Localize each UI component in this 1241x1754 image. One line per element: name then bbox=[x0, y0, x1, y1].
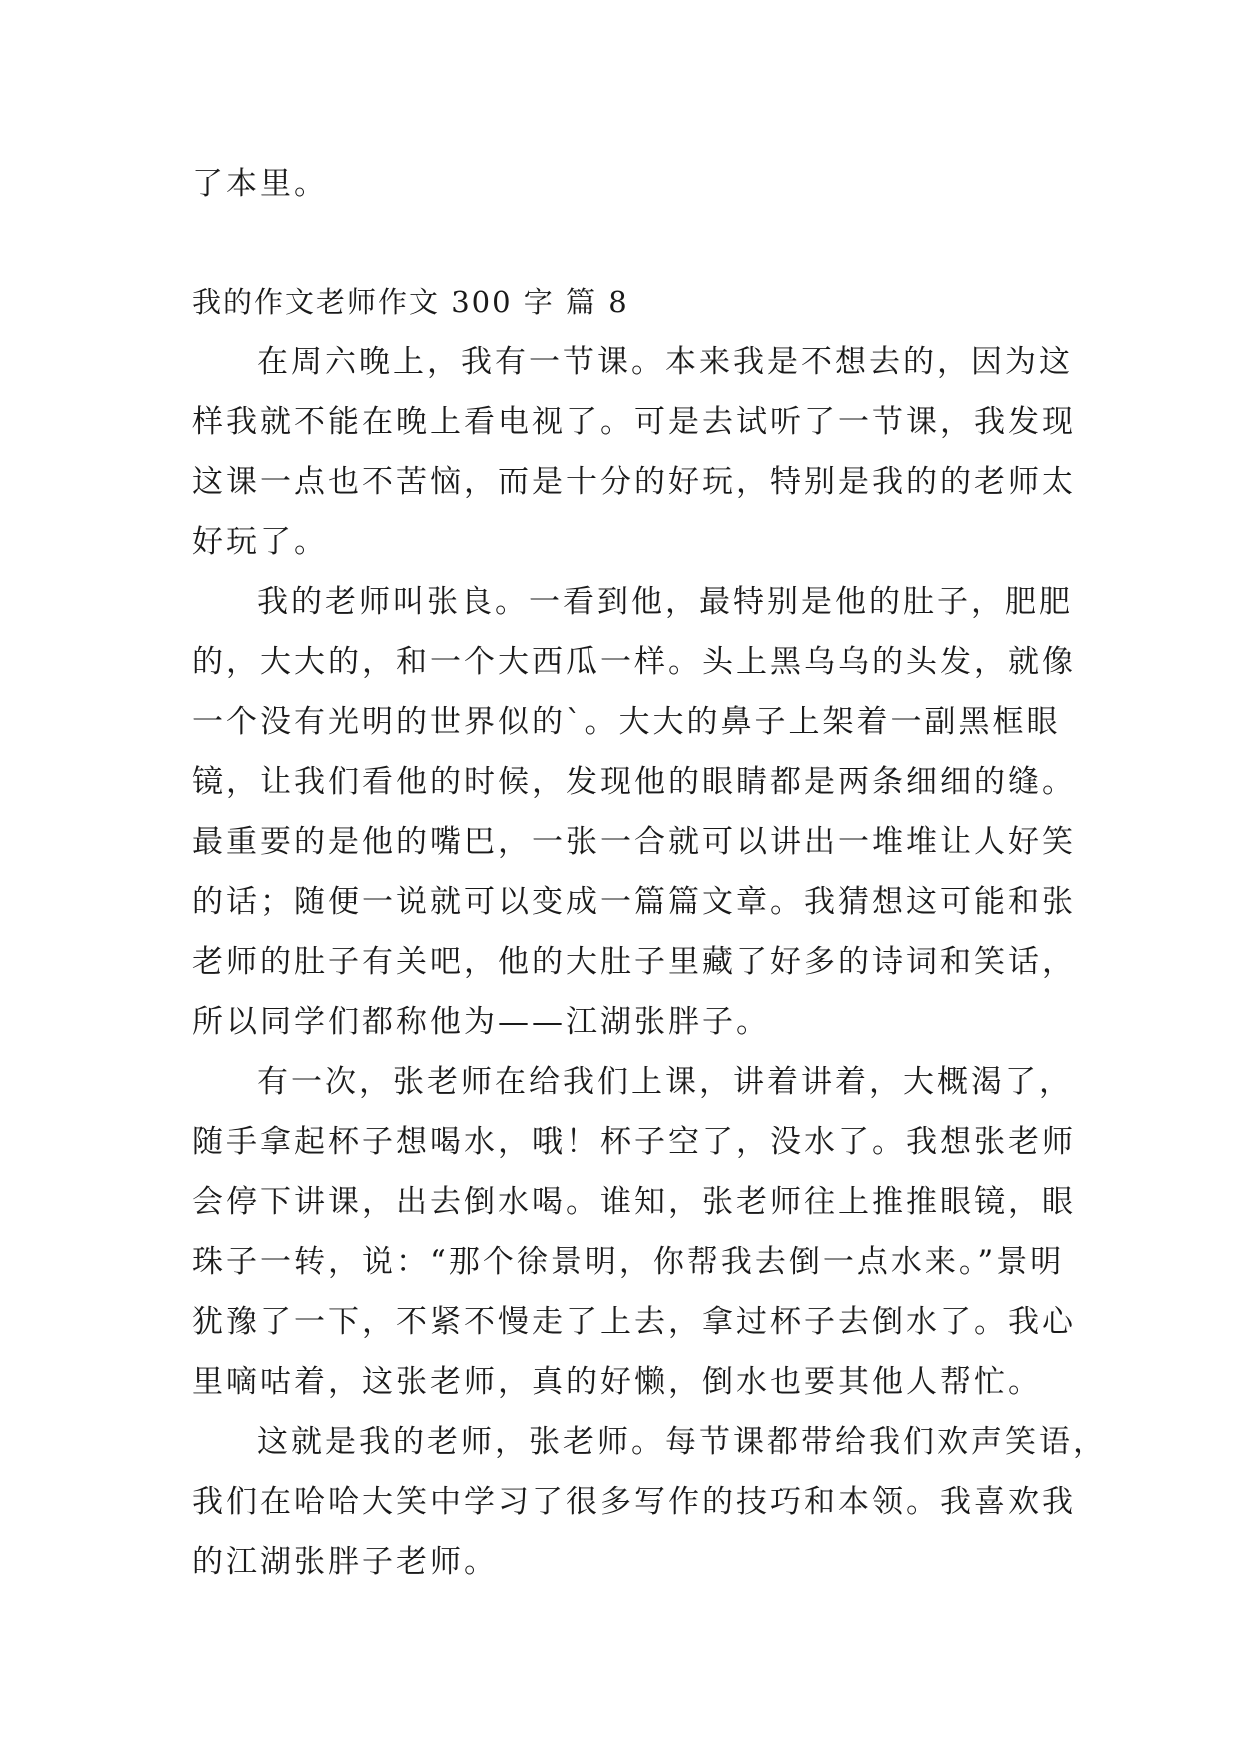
paragraph-line: 的，大大的，和一个大西瓜一样。头上黑乌乌的头发，就像 bbox=[192, 644, 1076, 680]
paragraph-line: 珠子一转，说：“那个徐景明，你帮我去倒一点水来。”景明 bbox=[192, 1244, 1065, 1280]
paragraph-line: 样我就不能在晚上看电视了。可是去试听了一节课，我发现 bbox=[192, 404, 1076, 440]
paragraph-line: 随手拿起杯子想喝水，哦！杯子空了，没水了。我想张老师 bbox=[192, 1124, 1076, 1160]
paragraph-line: 好玩了。 bbox=[192, 524, 328, 560]
paragraph-line: 的话；随便一说就可以变成一篇篇文章。我猜想这可能和张 bbox=[192, 884, 1076, 920]
text-column bbox=[192, 154, 1107, 1592]
paragraph-line: 这课一点也不苦恼，而是十分的好玩，特别是我的的老师太 bbox=[192, 464, 1076, 500]
paragraph-line: 最重要的是他的嘴巴，一张一合就可以讲出一堆堆让人好笑 bbox=[192, 824, 1076, 860]
paragraph-line: 一个没有光明的世界似的`。大大的鼻子上架着一副黑框眼 bbox=[192, 704, 1061, 740]
paragraph-line: 老师的肚子有关吧，他的大肚子里藏了好多的诗词和笑话， bbox=[192, 944, 1076, 980]
paragraph bbox=[192, 1052, 1076, 1412]
paragraph bbox=[192, 1412, 1107, 1592]
paragraph-line: 所以同学们都称他为——江湖张胖子。 bbox=[192, 1004, 770, 1040]
paragraph-line: 会停下讲课，出去倒水喝。谁知，张老师往上推推眼镜，眼 bbox=[192, 1184, 1076, 1220]
paragraph-line: 有一次，张老师在给我们上课，讲着讲着，大概渴了， bbox=[257, 1064, 1073, 1100]
paragraph-line: 的江湖张胖子老师。 bbox=[192, 1544, 498, 1580]
section-title: 我的作文老师作文 300 字 篇 8 bbox=[192, 285, 629, 319]
paragraph-line: 我们在哈哈大笑中学习了很多写作的技巧和本领。我喜欢我 bbox=[192, 1484, 1076, 1520]
paragraph-line: 犹豫了一下，不紧不慢走了上去，拿过杯子去倒水了。我心 bbox=[192, 1304, 1076, 1340]
paragraph-line: 我的老师叫张良。一看到他，最特别是他的肚子，肥肥 bbox=[257, 584, 1073, 620]
paragraph-line: 在周六晚上，我有一节课。本来我是不想去的，因为这 bbox=[257, 344, 1073, 380]
paragraph bbox=[192, 332, 1076, 572]
paragraph-line: 镜，让我们看他的时候，发现他的眼睛都是两条细细的缝。 bbox=[192, 764, 1076, 800]
continued-text-line: 了本里。 bbox=[192, 166, 328, 202]
paragraph-line: 这就是我的老师，张老师。每节课都带给我们欢声笑语， bbox=[257, 1424, 1107, 1460]
paragraph bbox=[192, 572, 1076, 1052]
paragraph-line: 里嘀咕着，这张老师，真的好懒，倒水也要其他人帮忙。 bbox=[192, 1364, 1042, 1400]
